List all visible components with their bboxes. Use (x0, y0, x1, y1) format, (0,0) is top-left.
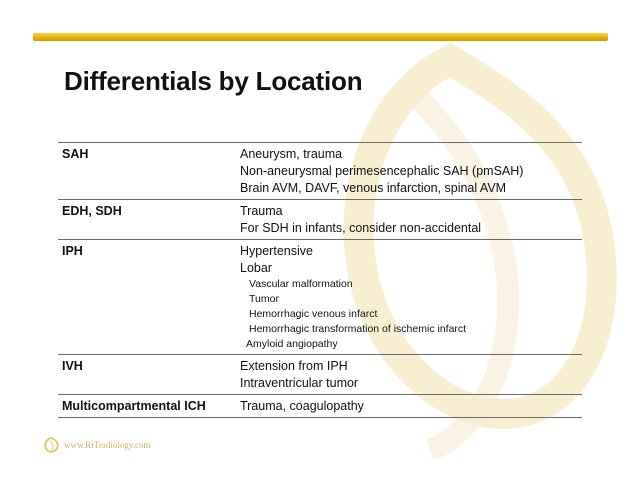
location-cell: EDH, SDH (58, 200, 236, 240)
table-row (58, 240, 582, 355)
causes-cell (236, 355, 582, 395)
cause-line: Hypertensive (240, 244, 313, 258)
cause-line: For SDH in infants, consider non-accidental (240, 221, 482, 235)
differentials-table (58, 142, 582, 418)
location-cell: Multicompartmental ICH (58, 395, 236, 418)
cause-line: Non-aneurysmal perimesencephalic SAH (pmSAH) (240, 164, 524, 178)
cause-line: Aneurysm, trauma (240, 147, 343, 161)
causes-cell (236, 395, 582, 418)
causes-cell (236, 143, 582, 200)
slide-title: Differentials by Location (64, 66, 363, 96)
footer-logo (42, 436, 151, 454)
logo-text: www.RiTradiology.com (64, 440, 151, 450)
cause-line: Intraventricular tumor (240, 376, 359, 390)
cause-line: Trauma, coagulopathy (240, 399, 364, 413)
location-cell: IVH (58, 355, 236, 395)
cause-line: Vascular malformation (249, 278, 353, 290)
table-row (58, 395, 582, 418)
location-cell: SAH (58, 143, 236, 200)
cause-line: Hemorrhagic transformation of ischemic infarct (249, 323, 467, 335)
logo-swirl-icon (42, 436, 60, 454)
causes-cell (236, 200, 582, 240)
cause-line: Trauma (240, 204, 283, 218)
cause-line: Tumor (249, 293, 279, 305)
table-row (58, 355, 582, 395)
cause-line: Brain AVM, DAVF, venous infarction, spinal AVM (240, 181, 507, 195)
cause-line: Lobar (240, 261, 272, 275)
differentials-table-container (58, 142, 582, 418)
cause-line: Extension from IPH (240, 359, 348, 373)
causes-cell (236, 240, 582, 355)
location-cell: IPH (58, 240, 236, 355)
table-row (58, 143, 582, 200)
table-body (58, 143, 582, 418)
table-row (58, 200, 582, 240)
cause-line: Amyloid angiopathy (246, 338, 338, 350)
cause-line: Hemorrhagic venous infarct (249, 308, 378, 320)
